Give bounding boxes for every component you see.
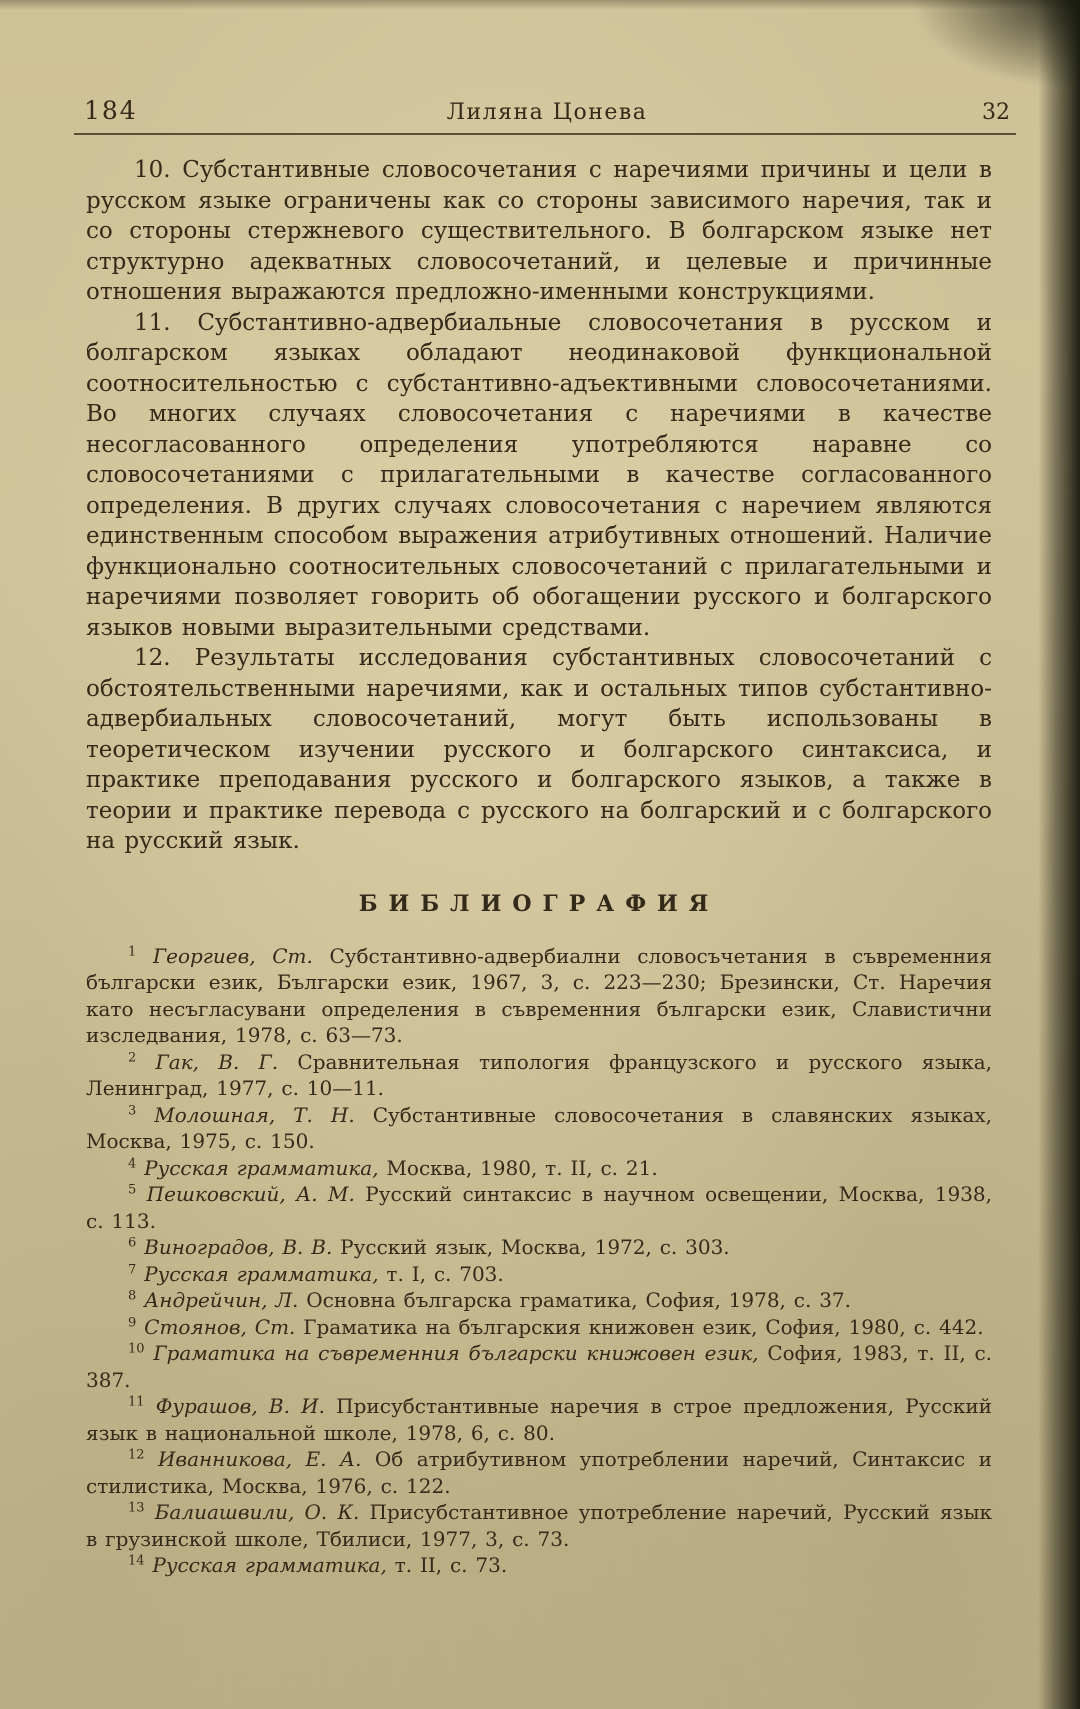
entry-author: Фурашов, В. И. — [155, 1394, 325, 1418]
entry-author: Иванникова, Е. А. — [157, 1447, 362, 1471]
entry-title: Граматика на съвременния български книжовен език, — [153, 1341, 759, 1365]
bibliography-entry — [86, 1340, 992, 1393]
footnote-number: 2 — [128, 1049, 137, 1065]
entry-text: Присубстантивные наречия в строе предложения, Русский язык в национальной школе, 1978, 6, с. 80. — [86, 1394, 993, 1445]
page-body — [0, 135, 1080, 1579]
entry-title: Русская грамматика, — [152, 1553, 387, 1577]
entry-text: Об атрибутивном употреблении наречий, Синтаксис и стилистика, Москва, 1976, с. 122. — [86, 1447, 993, 1498]
bibliography-entry — [86, 1499, 992, 1552]
running-title: Лиляна Цонева — [446, 100, 648, 125]
entry-text: Сравнительная типология французского и русского языка, Ленинград, 1977, с. 10—11. — [86, 1049, 992, 1100]
bibliography-heading: БИБЛИОГРАФИЯ — [358, 890, 720, 917]
bibliography-entry — [86, 1181, 992, 1234]
footnote-number: 12 — [128, 1447, 145, 1463]
scan-shadow-corner — [910, 0, 1080, 90]
entry-author: Гак, В. Г. — [155, 1049, 279, 1074]
entry-author: Молошная, Т. Н. — [154, 1102, 355, 1127]
paragraph-10: 10. Субстантивные словосочетания с наречиями причины и цели в русском языке ограничены как со стороны зависимого наречия, так и со стороны стержневого существительного. В болгарском языке нет структурно адекватных словосочетаний, и целевые и причинные отношения выражаются предложно-именными конструкциями. — [86, 157, 992, 305]
entry-text: Русский синтаксис в научном освещении, Москва, 1938, с. 113. — [86, 1182, 993, 1233]
entry-text: София, 1983, т. II, с. 387. — [86, 1341, 993, 1392]
bibliography-list — [86, 943, 992, 1579]
bibliography-entry — [86, 1049, 992, 1102]
entry-text: т. II, с. 73. — [394, 1553, 508, 1577]
entry-title: Русская грамматика, — [144, 1155, 379, 1180]
footnote-number: 13 — [128, 1500, 145, 1516]
bibliography-entry — [86, 1155, 992, 1182]
entry-author: Пешковский, А. М. — [146, 1182, 355, 1206]
entry-text: Основна българска граматика, София, 1978, с. 37. — [306, 1288, 851, 1312]
entry-text: Субстантивно-адвербиални словосъчетания в съвременния български език, Български език, 1967, 3, с. 223—230; Брезински, Ст. Наречия като несъгласувани определения в съвременния български език, Славистични изследвания, 1978, с. 63—73. — [86, 943, 992, 1047]
footnote-number: 8 — [128, 1288, 137, 1304]
paragraph-12: 12. Результаты исследования субстантивных словосочетаний с обстоятельственными наречиями, как и остальных типов субстантивно-адвербиальных словосочетаний, могут быть использованы в теоретическом изучении русского и болгарского синтаксиса, и практике преподавания русского и болгарского языков, а также в теории и практике перевода с русского на болгарский и с болгарского на русский язык. — [86, 645, 992, 854]
footnote-number: 6 — [128, 1235, 137, 1251]
entry-author: Стоянов, Ст. — [144, 1314, 296, 1339]
bibliography-entry — [86, 1261, 992, 1288]
page-number-right: 32 — [982, 100, 1010, 125]
footnote-number: 7 — [128, 1261, 137, 1277]
bibliography-entry — [86, 1287, 992, 1314]
entry-author: Виноградов, В. В. — [144, 1235, 333, 1259]
footnote-number: 3 — [128, 1102, 137, 1118]
entry-author: Андрейчин, Л. — [144, 1288, 299, 1312]
footnote-number: 9 — [128, 1314, 137, 1330]
page-header — [84, 96, 1010, 125]
bibliography-entry — [86, 943, 992, 1049]
bibliography-entry — [86, 1552, 992, 1579]
entry-author: Балиашвили, О. К. — [154, 1500, 360, 1524]
entry-text: Москва, 1980, т. II, с. 21. — [386, 1155, 658, 1180]
entry-text: Субстантивные словосочетания в славянских языках, Москва, 1975, с. 150. — [86, 1102, 992, 1153]
bibliography-entry — [86, 1393, 992, 1446]
entry-text: Граматика на българския книжовен език, София, 1980, с. 442. — [303, 1314, 984, 1339]
entry-author: Георгиев, Ст. — [152, 943, 313, 968]
paragraph-11: 11. Субстантивно-адвербиальные словосочетания в русском и болгарском языках обладают неодинаковой функциональной соотносительностью с субстантивно-адъективными словосочетаниями. Во многих случаях словосочетания с наречиями в качестве несогласованного определения употребляются наравне со словосочетаниями с прилагательными в качестве согласованного определения. В других случаях словосочетания с наречием являются единственным способом выражения атрибутивных отношений. Наличие функционально соотносительных словосочетаний с прилагательными и наречиями позволяет говорить об обогащении русского и болгарского языков новыми выразительными средствами. — [86, 309, 992, 641]
footnote-number: 1 — [128, 943, 137, 959]
footnote-number: 10 — [128, 1341, 145, 1357]
bibliography-entry — [86, 1314, 992, 1341]
page-number-left: 184 — [84, 96, 138, 125]
footnote-number: 4 — [128, 1155, 137, 1171]
bibliography-entry — [86, 1446, 992, 1499]
bibliography-entry — [86, 1102, 992, 1155]
entry-text: т. I, с. 703. — [386, 1261, 504, 1286]
entry-text: Русский язык, Москва, 1972, с. 303. — [340, 1235, 730, 1259]
scan-shadow-top — [0, 0, 1080, 10]
footnote-number: 11 — [128, 1394, 145, 1410]
entry-text: Присубстантивное употребление наречий, Русский язык в грузинской школе, Тбилиси, 1977, 3, с. 73. — [86, 1500, 992, 1551]
footnote-number: 5 — [128, 1182, 137, 1198]
bibliography-entry — [86, 1234, 992, 1261]
header-rule — [74, 133, 1016, 135]
footnote-number: 14 — [128, 1553, 145, 1569]
entry-title: Русская грамматика, — [144, 1261, 379, 1286]
